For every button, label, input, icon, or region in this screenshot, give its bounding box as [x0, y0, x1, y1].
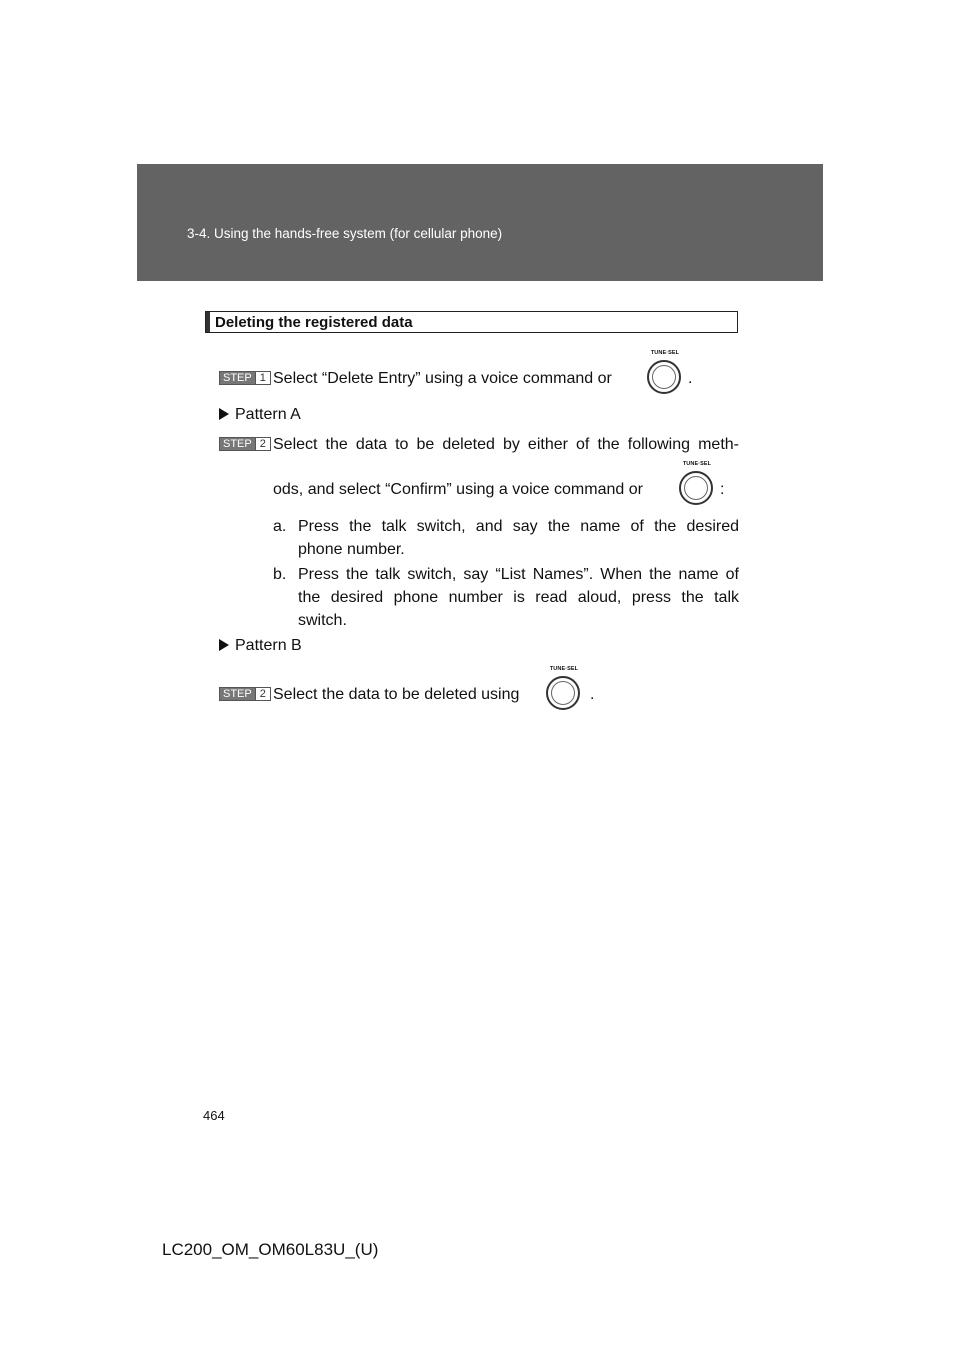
footer-document-code: LC200_OM_OM60L83U_(U) [162, 1240, 379, 1259]
item-a-line2: phone number. [298, 541, 405, 558]
section-heading [205, 311, 738, 333]
triangle-bullet-icon [219, 639, 229, 651]
step2a-line2: ods, and select “Confirm” using a voice command or [273, 481, 643, 498]
item-b-line3: switch. [298, 612, 347, 629]
step1-after: . [688, 370, 693, 387]
step2b-after: . [590, 686, 595, 703]
section-heading-title: Deleting the registered data [215, 314, 413, 331]
heading-bar [206, 312, 210, 332]
step-badge-2b [219, 687, 271, 701]
step-badge-2a [219, 437, 271, 451]
header-band [137, 164, 823, 281]
step-word: STEP [220, 688, 255, 700]
knob-ring [647, 360, 681, 394]
step-word: STEP [220, 372, 255, 384]
tune-sel-knob-icon [675, 461, 719, 511]
step2a-after: : [720, 481, 725, 498]
page-number: 464 [203, 1108, 225, 1123]
knob-label: TUNE·SEL [549, 666, 579, 672]
knob-ring [546, 676, 580, 710]
tune-sel-knob-icon [542, 666, 586, 716]
knob-label: TUNE·SEL [650, 350, 680, 356]
tune-sel-knob-icon [643, 350, 687, 400]
item-a-letter: a. [273, 518, 287, 535]
step2a-line1: Select the data to be deleted by either of the following meth- [273, 436, 739, 453]
item-b-letter: b. [273, 566, 287, 583]
knob-ring [679, 471, 713, 505]
item-b-line2: the desired phone number is read aloud, press the talk [298, 589, 739, 606]
item-b-line1: Press the talk switch, say “List Names”. When the name of [298, 566, 739, 583]
step-word: STEP [220, 438, 255, 450]
pattern-b-text: Pattern B [235, 637, 302, 654]
pattern-a-text: Pattern A [235, 406, 301, 423]
knob-label: TUNE·SEL [682, 461, 712, 467]
pattern-b-label [219, 637, 302, 655]
header-section-title: 3-4. Using the hands-free system (for cellular phone) [187, 226, 503, 241]
step2b-text: Select the data to be deleted using [273, 686, 520, 703]
step-number: 2 [255, 438, 270, 450]
step-number: 2 [255, 688, 270, 700]
item-a-line1: Press the talk switch, and say the name of the desired [298, 518, 739, 535]
pattern-a-label [219, 406, 301, 424]
step-badge-1 [219, 371, 271, 385]
step1-text: Select “Delete Entry” using a voice command or [273, 370, 612, 387]
triangle-bullet-icon [219, 408, 229, 420]
step-number: 1 [255, 372, 270, 384]
